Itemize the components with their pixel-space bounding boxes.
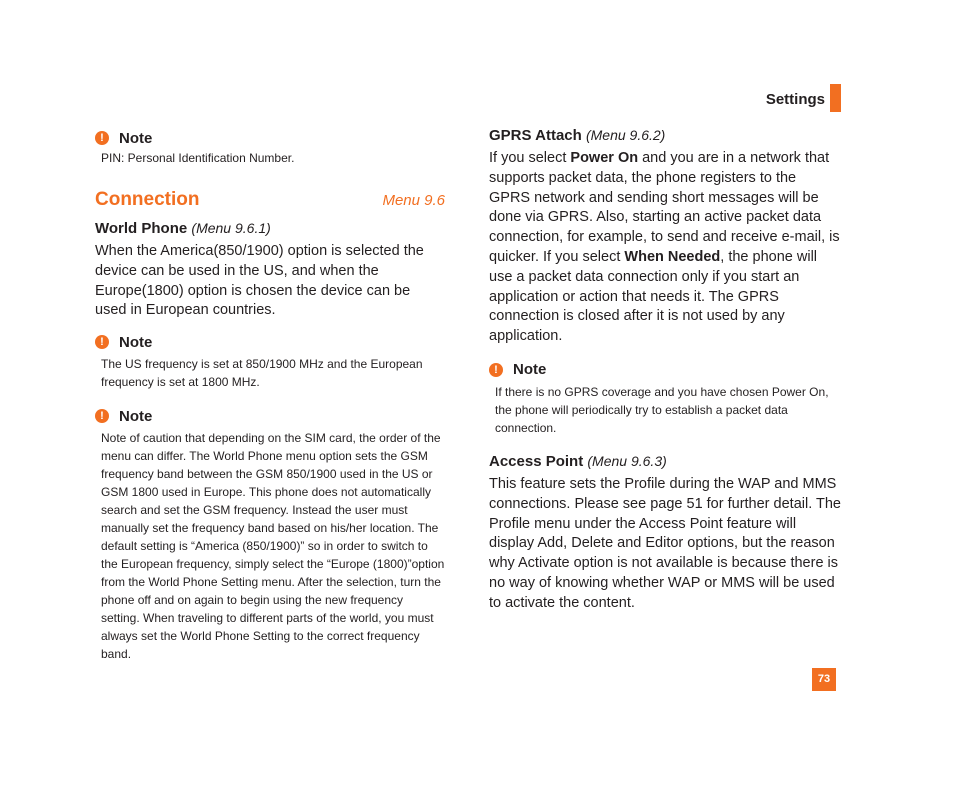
section-menu-ref: Menu 9.6: [382, 192, 445, 209]
note-body: Note of caution that depending on the SIM card, the order of the menu can differ. The World Phone menu option sets the GSM frequency band between the GSM 850/1900 used in the US or GSM 1800 used in Europe. This phone does not automatically search and set the GSM frequency. Instead the user must manually set the frequency band based on his/her location. The default setting is “America (850/1900)” so in order to switch to the European frequency, simply select the “Europe (1800)”option from the World Phone Setting menu. After the selection, turn the phone off and on again to begin using the new frequency setting. When traveling to different parts of the world, you must always set the World Phone Setting to the correct frequency band.: [101, 431, 445, 662]
note-frequency: [95, 333, 445, 351]
page-header-label: Settings: [765, 91, 825, 108]
exclamation-icon: !: [95, 131, 109, 145]
note-body: PIN: Personal Identification Number.: [101, 151, 295, 165]
exclamation-icon: !: [489, 363, 503, 377]
note-body: If there is no GPRS coverage and you have chosen Power On, the phone will periodically try to establish a packet data connection.: [495, 384, 829, 435]
exclamation-icon: !: [95, 335, 109, 349]
gprs-power-on-term: Power On: [570, 150, 639, 166]
note-title: Note: [119, 407, 153, 425]
subheading-title: Access Point: [489, 452, 584, 470]
section-title: Connection: [95, 189, 200, 210]
gprs-body-text: , the phone will use a packet data connection only if you start an application or action that needs it. The GPRS connection is closed after it is not used by any application.: [489, 248, 818, 345]
right-column: [489, 127, 841, 614]
access-point-body: This feature sets the Profile during the WAP and MMS connections. Please see page 51 for further detail. The Profile menu under the Access Point feature will display Add, Delete and Editor options, but the reason why Activate option is not available is because there is no way of knowing whether WAP or MMS will be used to activate the content.: [489, 475, 841, 611]
exclamation-icon: !: [95, 409, 109, 423]
note-pin: [95, 129, 445, 147]
gprs-body-text: If you select: [489, 150, 571, 166]
subheading-menu-ref: (Menu 9.6.2): [585, 127, 666, 143]
section-heading: [95, 189, 445, 211]
subheading-access-point: [489, 453, 841, 470]
note-body: The US frequency is set at 850/1900 MHz and the European frequency is set at 1800 MHz.: [101, 357, 423, 390]
subheading-world-phone: [95, 220, 445, 237]
note-caution: [95, 407, 445, 425]
subheading-menu-ref: (Menu 9.6.1): [191, 220, 271, 236]
header-tab-marker: [830, 84, 841, 112]
subheading-gprs-attach: [489, 127, 841, 144]
world-phone-body: When the America(850/1900) option is selected the device can be used in the US, and when the Europe(1800) option is chosen the device can be used in European countries.: [95, 243, 424, 319]
gprs-when-needed-term: When Needed: [624, 248, 721, 265]
note-gprs: [489, 361, 841, 379]
page-number: 73: [812, 668, 836, 691]
gprs-body-text: and you are in a network that supports packet data, the phone registers to the GPRS network and sending short messages will be done via GPRS. Also, starting an active packet data connection, for example, to send and receive e-mail, is quicker. If you select: [489, 150, 840, 265]
subheading-title: World Phone: [95, 220, 188, 237]
note-title: Note: [513, 361, 547, 379]
note-title: Note: [119, 333, 153, 351]
note-title: Note: [119, 129, 153, 147]
left-column: [95, 129, 445, 663]
subheading-title: GPRS Attach: [489, 127, 582, 144]
subheading-menu-ref: (Menu 9.6.3): [587, 452, 667, 469]
gprs-body: [489, 149, 841, 347]
